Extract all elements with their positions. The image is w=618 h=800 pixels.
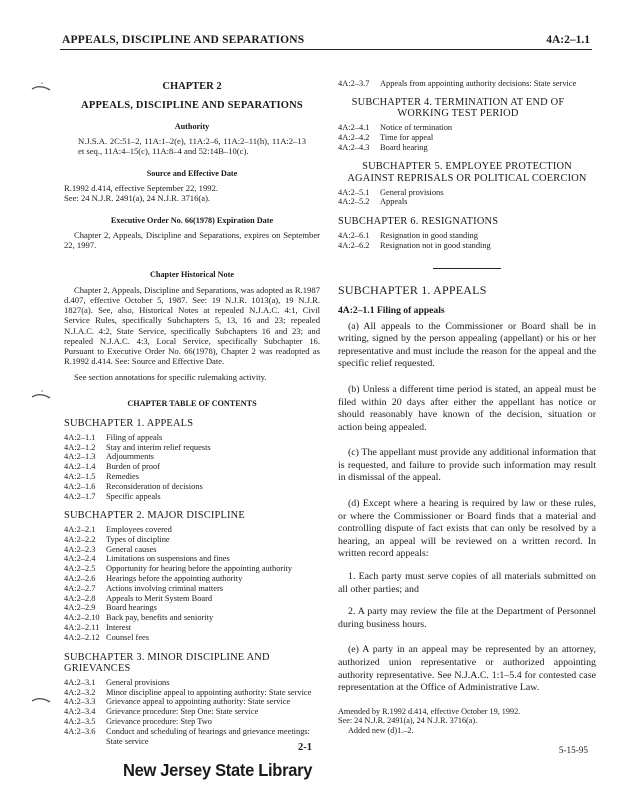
toc-subchapter-2: SUBCHAPTER 2. MAJOR DISCIPLINE [64, 510, 245, 522]
source-text-2: See: 24 N.J.R. 2491(a), 24 N.J.R. 3716(a). [64, 192, 211, 203]
paragraph-c: (c) The appellant must provide any additional information that is requested, and failure to provide such information may result in dismissal of the appeal. [338, 447, 596, 484]
toc-item: 4A:2–2.10 Back pay, benefits and seniority [64, 613, 214, 623]
amendment-note-2: See: 24 N.J.R. 2491(a), 24 N.J.R. 3716(a). [338, 716, 478, 726]
toc-list-subchapter-5 [338, 188, 596, 208]
source-heading: Source and Effective Date [146, 169, 238, 179]
toc-subchapter-3: SUBCHAPTER 3. MINOR DISCIPLINE AND GRIEVANCES [64, 651, 270, 675]
amendment-note-1: Amended by R.1992 d.414, effective October 19, 1992. [338, 706, 521, 716]
toc-subchapter-1: SUBCHAPTER 1. APPEALS [64, 418, 194, 430]
toc-item: 4A:2–4.1 Notice of termination [338, 122, 453, 132]
toc-item: 4A:2–2.6 Hearings before the appointing authority [64, 573, 243, 583]
toc-list-subchapter-3 [64, 678, 320, 747]
toc-item: 4A:2–3.7 Appeals from appointing authority decisions: State service [338, 79, 577, 88]
exec-order-heading: Executive Order No. 66(1978) Expiration Date [110, 216, 274, 226]
historical-note-heading: Chapter Historical Note [150, 270, 234, 280]
toc-item: 4A:2–2.1 Employees covered [64, 524, 172, 534]
section-title: 4A:2–1.1 Filing of appeals [338, 304, 445, 316]
hole-punch-mark-icon [30, 80, 54, 94]
toc-heading: CHAPTER TABLE OF CONTENTS [127, 398, 257, 408]
header-rule [60, 49, 592, 50]
right-column [338, 79, 596, 736]
running-header-title: APPEALS, DISCIPLINE AND SEPARATIONS [62, 34, 305, 46]
toc-item: 4A:2–6.2 Resignation not in good standing [338, 240, 491, 250]
amendment-note-3: Added new (d)1.–2. [348, 725, 414, 735]
running-header-section: 4A:2–1.1 [546, 34, 590, 46]
chapter-number: CHAPTER 2 [162, 81, 222, 92]
library-stamp: New Jersey State Library [123, 761, 313, 781]
toc-item: 4A:2–2.3 General causes [64, 544, 157, 554]
toc-item: 4A:2–3.2 Minor discipline appeal to appointing authority: State service [64, 687, 312, 697]
toc-item: 4A:2–2.9 Board hearings [64, 603, 157, 613]
toc-item: 4A:2–2.4 Limitations on suspensions and fines [64, 554, 230, 564]
authority-text: N.J.S.A. 2C:51–2, 11A:1–2(e), 11A:2–6, 11A:2–11(h), 11A:2–13 et seq., 11A:4–15(c), 11A:8–4 and 52:14B–10(c). [78, 135, 306, 156]
toc-item: 4A:2–1.6 Reconsideration of decisions [64, 481, 203, 491]
toc-item: 4A:2–3.1 General provisions [64, 677, 170, 687]
toc-item: 4A:2–1.3 Adjournments [64, 452, 154, 462]
authority-heading: Authority [174, 122, 210, 132]
hole-punch-mark-icon [30, 388, 54, 402]
toc-item: 4A:2–3.3 Grievance appeal to appointing authority: State service [64, 697, 291, 707]
section-divider [433, 268, 501, 269]
toc-list-subchapter-6 [338, 231, 596, 251]
toc-list-subchapter-3-cont [338, 79, 596, 89]
toc-item: 4A:2–5.1 General provisions [338, 187, 444, 197]
subchapter-heading: SUBCHAPTER 1. APPEALS [338, 283, 487, 298]
toc-list-subchapter-1 [64, 433, 320, 502]
toc-item: 4A:2–4.3 Board hearing [338, 142, 428, 152]
paragraph-d-2: 2. A party may review the file at the Department of Personnel during business hours. [338, 606, 596, 630]
revision-date: 5-15-95 [558, 745, 588, 755]
toc-item: 4A:2–1.5 Remedies [64, 471, 140, 481]
toc-item: 4A:2–1.4 Burden of proof [64, 462, 160, 472]
page-number: 2-1 [298, 742, 312, 753]
toc-item: 4A:2–3.4 Grievance procedure: Step One: State service [64, 707, 259, 717]
exec-order-text: Chapter 2, Appeals, Discipline and Separations, expires on September 22, 1997. [64, 229, 320, 250]
paragraph-d: (d) Except where a hearing is required by law or these rules, or where the Commissioner or Board finds that a material and controlling dispute of fact exists that can only be resolved by a hearing, an appeal will be reviewed on a written record. In written record appeals: [338, 498, 596, 560]
toc-item: 4A:2–5.2 Appeals [338, 197, 408, 207]
toc-item: 4A:2–3.6 Conduct and scheduling of hearings and grievance meetings: State service [64, 726, 310, 746]
toc-subchapter-4: SUBCHAPTER 4. TERMINATION AT END OF WORKING TEST PERIOD [351, 96, 565, 120]
toc-subchapter-5: SUBCHAPTER 5. EMPLOYEE PROTECTION AGAINST REPRISALS OR POLITICAL COERCION [347, 161, 587, 184]
toc-item: 4A:2–6.1 Resignation in good standing [338, 230, 478, 240]
toc-item: 4A:2–2.12 Counsel fees [64, 632, 150, 642]
chapter-title: APPEALS, DISCIPLINE AND SEPARATIONS [81, 99, 303, 111]
toc-item: 4A:2–2.2 Types of discipline [64, 534, 170, 544]
paragraph-b: (b) Unless a different time period is stated, an appeal must be filed within 20 days after either the appellant has notice or should reasonably have known of the decision, situation or action being appealed. [338, 383, 596, 433]
toc-item: 4A:2–4.2 Time for appeal [338, 132, 434, 142]
paragraph-e: (e) A party in an appeal may be represented by an attorney, authorized union representative or authorized appointing authority representative. See N.J.A.C. 1:1–5.4 for contested case representation at the Office of Administrative Law. [338, 644, 596, 694]
toc-item: 4A:2–1.1 Filing of appeals [64, 432, 163, 442]
hole-punch-mark-icon [30, 692, 54, 706]
toc-item: 4A:2–2.5 Opportunity for hearing before the appointing authority [64, 564, 293, 574]
toc-item: 4A:2–1.2 Stay and interim relief requests [64, 442, 211, 452]
toc-list-subchapter-4 [338, 123, 596, 152]
toc-list-subchapter-2 [64, 525, 320, 643]
toc-item: 4A:2–3.5 Grievance procedure: Step Two [64, 716, 212, 726]
toc-item: 4A:2–2.7 Actions involving criminal matters [64, 583, 223, 593]
left-column [64, 82, 320, 746]
source-text-1: R.1992 d.414, effective September 22, 1992. [64, 182, 219, 193]
toc-item: 4A:2–2.8 Appeals to Merit System Board [64, 593, 213, 603]
toc-item: 4A:2–2.11 Interest [64, 622, 132, 632]
toc-item: 4A:2–1.7 Specific appeals [64, 491, 161, 501]
toc-subchapter-6: SUBCHAPTER 6. RESIGNATIONS [338, 216, 499, 228]
paragraph-a: (a) All appeals to the Commissioner or Board shall be in writing, signed by the person appealing (appellant) or his or her representative and must include the reason for the appeal and the specific relief requested. [338, 320, 596, 370]
rulemaking-note: See section annotations for specific rulemaking activity. [74, 372, 267, 383]
paragraph-d-1: 1. Each party must serve copies of all materials submitted on all other parties; and [338, 571, 596, 595]
historical-note-text: Chapter 2, Appeals, Discipline and Separations, was adopted as R.1987 d.407, effective October 5, 1987. See: 19 N.J.R. 1013(a), 19 N.J.R. 1827(a). See, also, Historical Notes at repealed N.J.A.C. 4:1, Civil Service Rules, specifically Subchapters 5, 13, 16 and 23; repealed N.J.A.C. 4:2, State Service, specifically Subchapters 16 and 23; and repealed N.J.A.C. 4:3, Local Service, specifically Subchapter 16. Pursuant to Executive Order No. 66(1978), Chapter 2 was readopted as R.1992 d.414. See: Source and Effective Date. [64, 284, 320, 367]
